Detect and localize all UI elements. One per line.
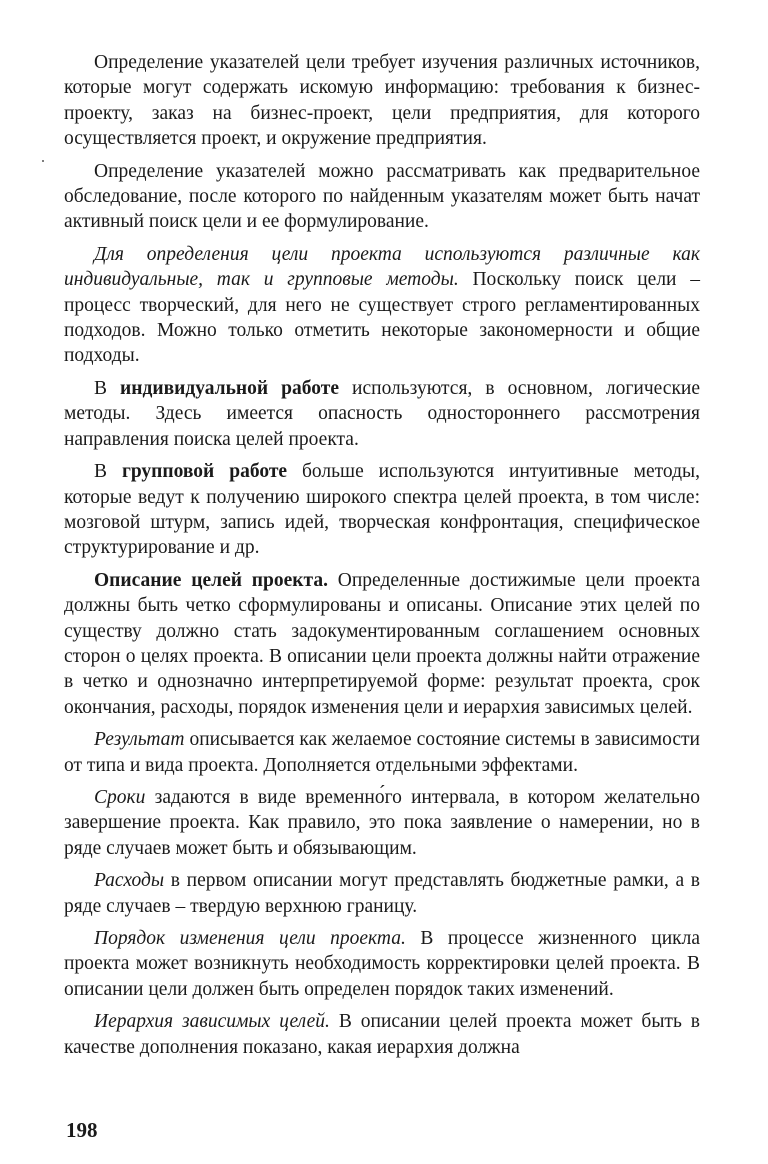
- paragraph-individual-work: [64, 376, 700, 452]
- paragraph-text: В описании целей проекта может быть в качестве дополнения показано, какая иерархия должна: [64, 1011, 700, 1058]
- paragraph-text: больше используются интуитивные методы, которые ведут к получению широкого спектра целей проекта, в том числе: мозговой штурм, запись идей, творческая конфронтация, специфическое структурирование и др.: [64, 461, 700, 559]
- paragraph-methods: [64, 242, 700, 369]
- paragraph-deadlines: [64, 785, 700, 861]
- page-number: 198: [66, 1118, 98, 1142]
- paragraph-result: [64, 727, 700, 778]
- italic-lead: Порядок изменения цели проекта.: [94, 928, 406, 949]
- paragraph-text: используются, в основном, логические методы. Здесь имеется опасность одностороннего рассмотрения направления поиска целей проекта.: [64, 377, 701, 450]
- italic-lead: Расходы: [94, 870, 165, 892]
- paragraph-text: в первом описании могут представлять бюджетные рамки, а в ряде случаев – твердую верхнюю границу.: [64, 870, 700, 917]
- paragraph-goal-description: [64, 568, 700, 720]
- paragraph-text: Определенные достижимые цели проекта должны быть четко сформулированы и описаны. Описание этих целей по существу должно стать задокументированным соглашением основных сторон о целях проекта. В описании цели проекта должны найти отражение в четко и однозначно интерпретируемой форме: результат проекта, срок окончания, расходы, порядок изменения цели и иерархия зависимых целей.: [64, 569, 701, 718]
- paragraph-hierarchy: [64, 1009, 700, 1060]
- paragraph-prefix: В: [94, 461, 122, 483]
- paragraph-preliminary-survey: [64, 159, 700, 235]
- italic-lead: Для определения цели проекта используются различные как индивидуальные, так и групповые методы.: [64, 243, 700, 291]
- italic-lead: Результат: [94, 729, 185, 751]
- paragraph-text: описывается как желаемое состояние системы в зависимости от типа и вида проекта. Дополняется отдельными эффектами.: [64, 729, 700, 776]
- paragraph-text: В процессе жизненного цикла проекта может возникнуть необходимость корректировки целей проекта. В описании цели должен быть определен порядок таких изменений.: [64, 928, 700, 1000]
- paragraph-prefix: В: [94, 377, 121, 399]
- bold-heading: Описание целей проекта.: [94, 569, 328, 591]
- paragraph-text: Поскольку поиск цели – процесс творческий, для него не существует строго регламентированных подходов. Можно только отметить некоторые закономерности и общие подходы.: [64, 269, 700, 367]
- paragraph-group-work: [64, 459, 700, 561]
- paragraph-text: Определение указателей можно рассматривать как предварительное обследование, после которого по найденным указателям может быть начат активный поиск цели и ее формулирование.: [64, 160, 700, 233]
- paragraph-change-procedure: [64, 926, 700, 1002]
- page-body: [64, 50, 700, 1067]
- paragraph-expenses: [64, 868, 700, 919]
- bold-term: групповой работе: [121, 461, 288, 483]
- italic-lead: Иерархия зависимых целей.: [94, 1011, 330, 1033]
- paragraph-text: задаются в виде временно́го интервала, в котором желательно завершение проекта. Как правило, это пока заявление о намерении, но в ряде случаев может быть и обязывающим.: [64, 786, 700, 859]
- paragraph-text: Определение указателей цели требует изучения различных источников, которые могут содержать искомую информацию: требования к бизнес-проекту, заказ на бизнес-проект, цели предприятия, для которого осуществляется проект, и окружение предприятия.: [64, 52, 700, 150]
- scan-speck: [42, 160, 44, 162]
- bold-term: индивидуальной работе: [120, 377, 339, 399]
- italic-lead: Сроки: [94, 786, 146, 808]
- paragraph-source-requirements: [64, 50, 700, 152]
